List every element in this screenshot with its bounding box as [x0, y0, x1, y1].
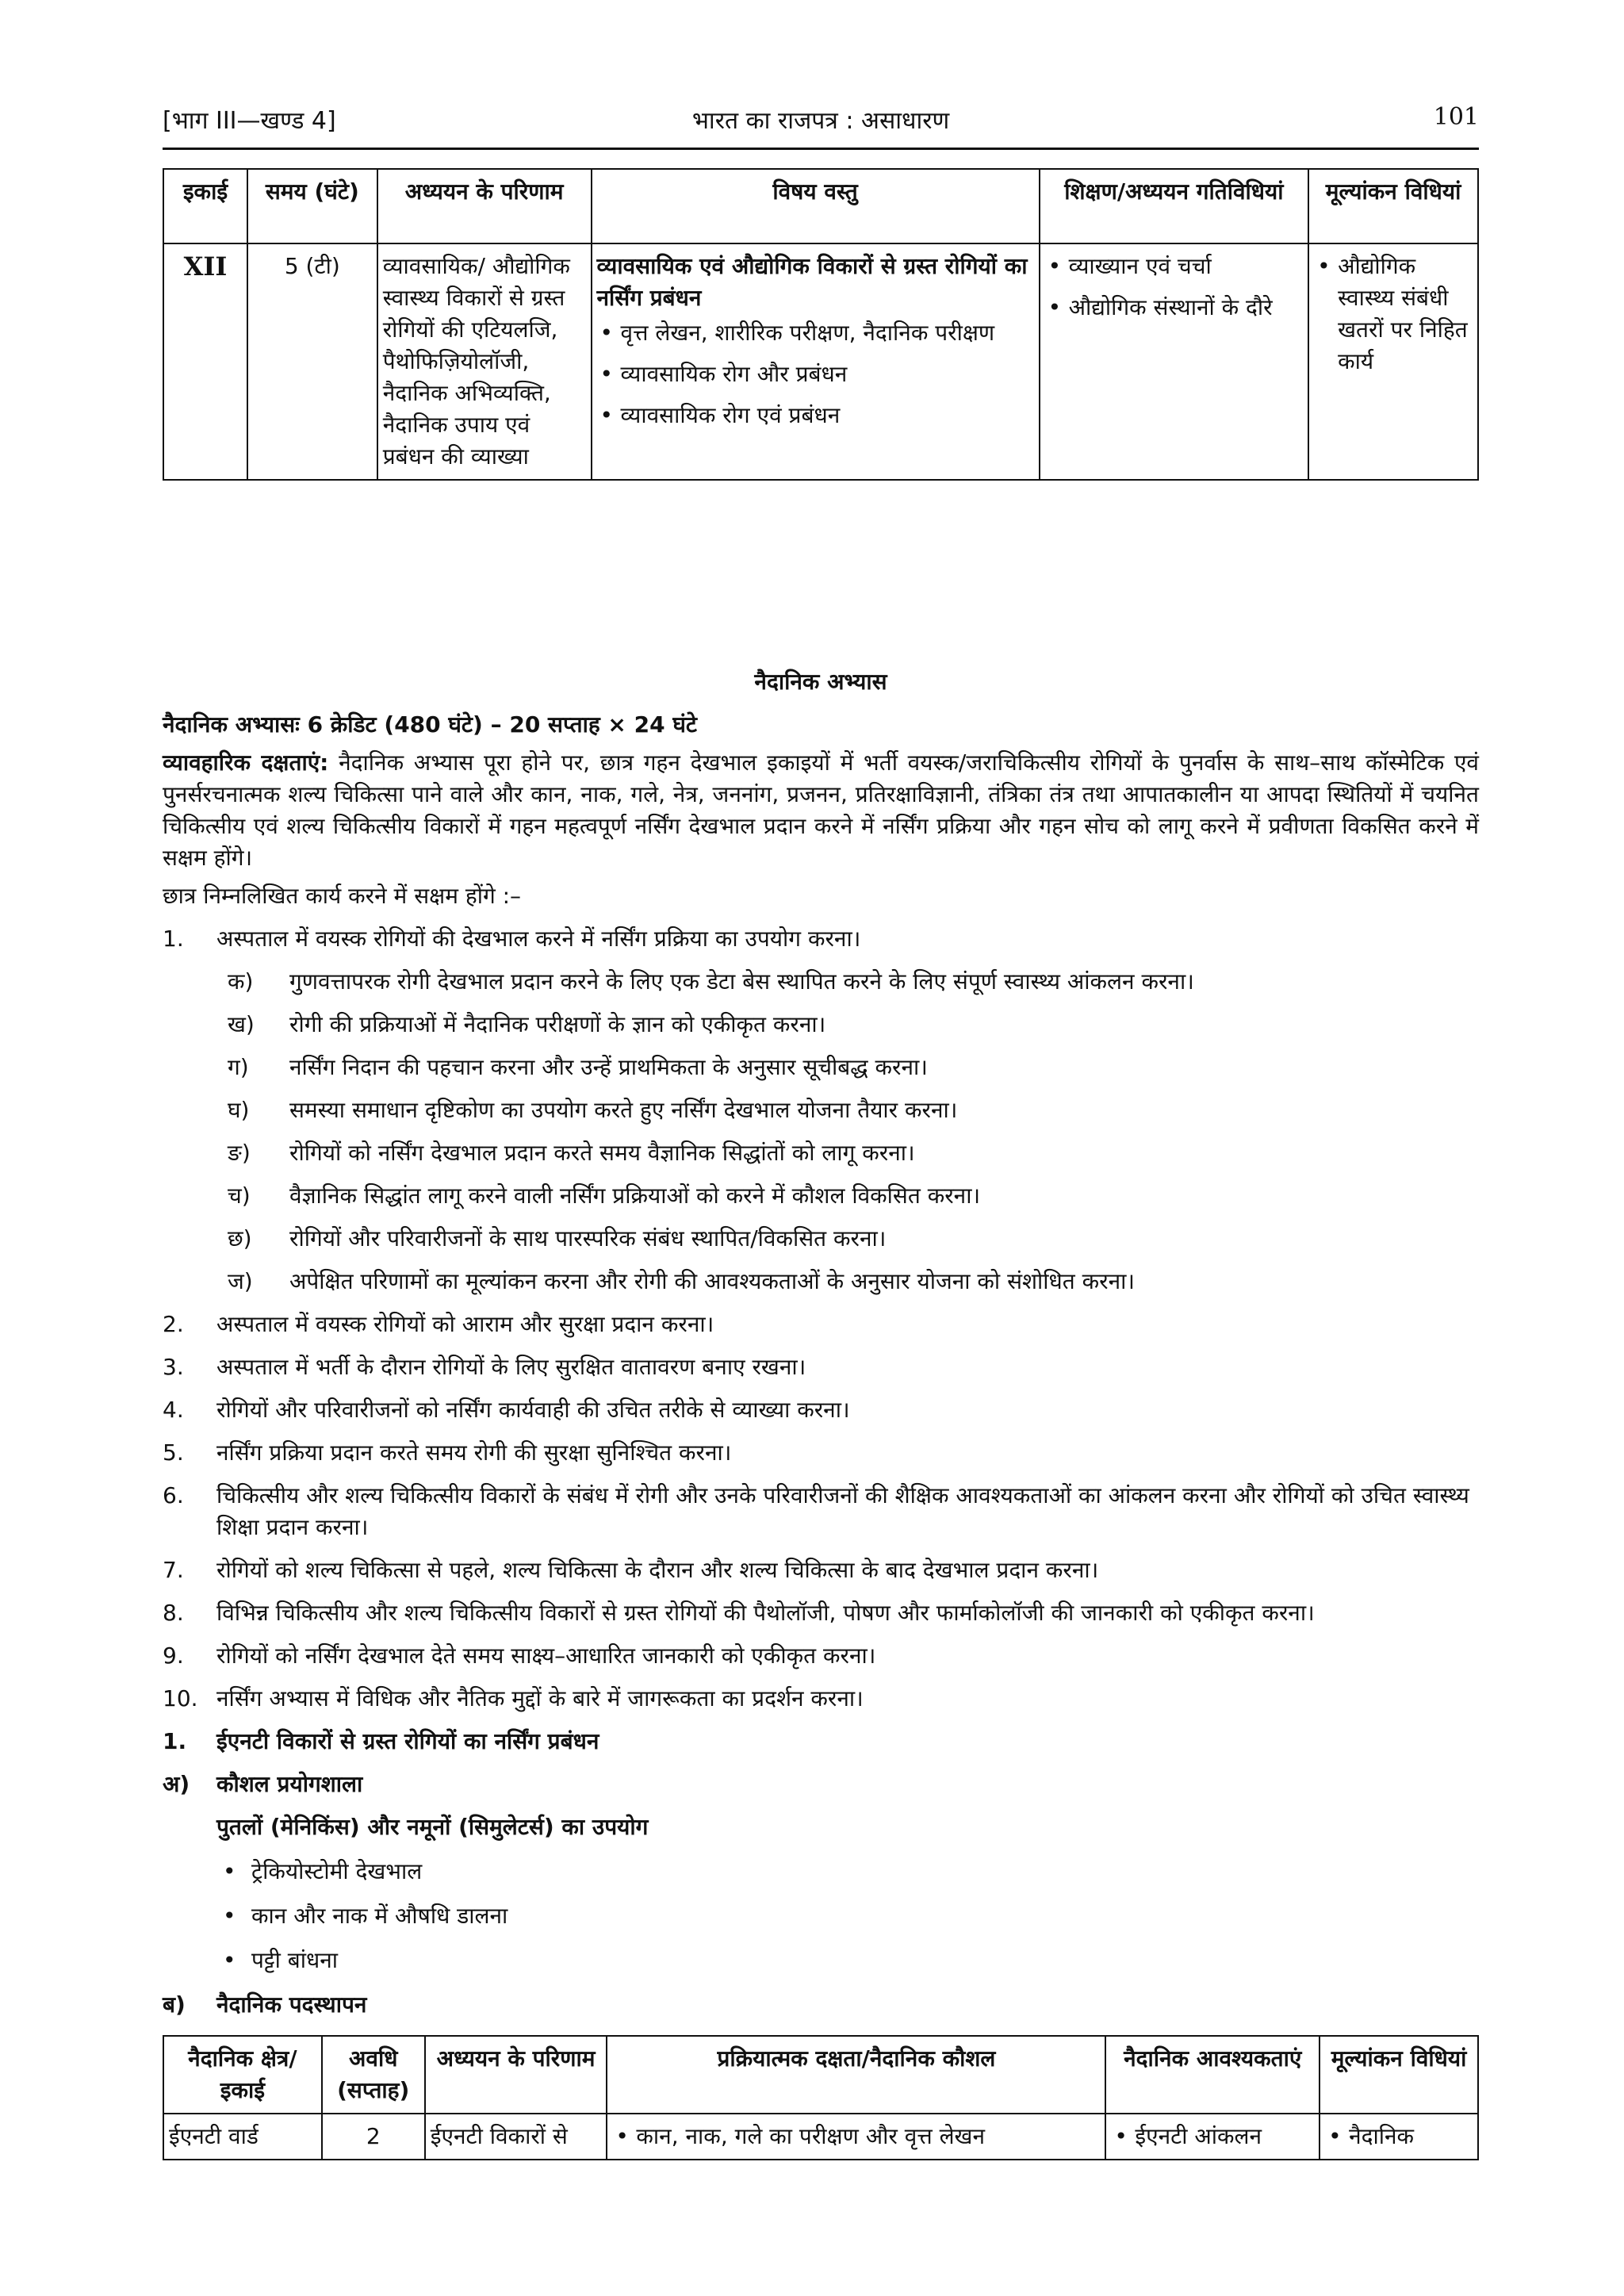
list-item: • कान, नाक, गले का परीक्षण और वृत्त लेखन: [612, 2121, 1100, 2152]
col-activities: शिक्षण/अध्ययन गतिविधियां: [1040, 169, 1309, 243]
col-outcome: अध्ययन के परिणाम: [425, 2036, 607, 2114]
list-item: 7. रोगियों को शल्य चिकित्सा से पहले, शल्य चिकित्सा के दौरान और शल्य चिकित्सा के बाद देखभाल प्रदान करना।: [163, 1557, 1099, 1583]
area-cell: ईएनटी वार्ड: [163, 2114, 322, 2160]
clinical-practice-section: [163, 666, 1479, 2160]
col-outcomes: अध्ययन के परिणाम: [377, 169, 592, 243]
table-row: [163, 243, 1478, 480]
requirement-cell: [1105, 2114, 1320, 2160]
competency-label: व्यावहारिक दक्षताएं:: [163, 749, 329, 776]
list-item: 8. विभिन्न चिकित्सीय और शल्य चिकित्सीय विकारों से ग्रस्त रोगियों की पैथोलॉजी, पोषण और फार्माकोलॉजी की जानकारी को एकीकृत करना।: [163, 1600, 1315, 1626]
skill-cell: [607, 2114, 1105, 2160]
content-list: [597, 317, 1034, 431]
list-item: ज) अपेक्षित परिणामों का मूल्यांकन करना और रोगी की आवश्यकताओं के अनुसार योजना को संशोधित करना।: [228, 1268, 1135, 1294]
weeks-cell: 2: [322, 2114, 425, 2160]
intro-line: छात्र निम्नलिखित कार्य करने में सक्षम होंगे :–: [163, 883, 522, 909]
table-header-row: [163, 169, 1478, 243]
col-unit: इकाई: [163, 169, 247, 243]
competency-text: नैदानिक अभ्यास पूरा होने पर, छात्र गहन देखभाल इकाइयों में भर्ती वयस्क/जराचिकित्सीय रोगियों के पुनर्वास के साथ–साथ कॉस्मेटिक एवं पुनर्सरचनात्मक शल्य चिकित्सा पाने वाले और कान, नाक, गले, नेत्र, जननांग, प्रजनन, प्रतिरक्षाविज्ञानी, तंत्रिका तंत्र तथा आपातकालीन या आपदा स्थितियों में चयनित चिकित्सीय एवं शल्य चिकित्सीय विकारों में गहन महत्वपूर्ण नर्सिंग देखभाल प्रदान करने में नर्सिंग प्रक्रिया और गहन सोच को लागू करने में प्रवीणता विकसित करने में सक्षम होंगे।: [163, 749, 1479, 871]
skills-lab-heading: अ) कौशल प्रयोगशाला: [163, 1771, 363, 1797]
list-item: घ) समस्या समाधान दृष्टिकोण का उपयोग करते हुए नर्सिंग देखभाल योजना तैयार करना।: [228, 1097, 958, 1123]
gazette-page: [163, 95, 1479, 2149]
manikins-heading: पुतलों (मेनिकिंस) और नमूनों (सिमुलेटर्स) का उपयोग: [216, 1814, 649, 1840]
header-rule: [163, 148, 1479, 150]
list-item: • व्यावसायिक रोग और प्रबंधन: [597, 358, 1034, 390]
col-requirement: नैदानिक आवश्यकताएं: [1105, 2036, 1320, 2114]
list-item: च) वैज्ञानिक सिद्धांत लागू करने वाली नर्सिंग प्रक्रियाओं को करने में कौशल विकसित करना।: [228, 1182, 981, 1209]
placement-table: [163, 2035, 1479, 2160]
col-weeks: अवधि (सप्ताह): [322, 2036, 425, 2114]
activities-cell: [1040, 243, 1309, 480]
section-subtitle: नैदानिक अभ्यासः 6 क्रेडिट (480 घंटे) – 20 सप्ताह × 24 घंटे: [163, 711, 698, 738]
list-item: छ) रोगियों और परिवारीजनों के साथ पारस्परिक संबंध स्थापित/विकसित करना।: [228, 1225, 887, 1251]
list-item: • औद्योगिक स्वास्थ्य संबंधी खतरों पर निहित कार्य: [1314, 251, 1473, 378]
ent-heading: 1. ईएनटी विकारों से ग्रस्त रोगियों का नर्सिंग प्रबंधन: [163, 1728, 599, 1754]
content-title: व्यावसायिक एवं औद्योगिक विकारों से ग्रस्त रोगियों का नर्सिंग प्रबंधन: [596, 253, 1028, 311]
outcome-cell: ईएनटी विकारों से: [425, 2114, 607, 2160]
col-skill: प्रक्रियात्मक दक्षता/नैदानिक कौशल: [607, 2036, 1105, 2114]
list-item: • व्यावसायिक रोग एवं प्रबंधन: [597, 400, 1034, 431]
list-item: • कान और नाक में औषधि डालना: [216, 1900, 1479, 1932]
list-item: • औद्योगिक संस्थानों के दौरे: [1045, 292, 1304, 324]
placement-heading: ब) नैदानिक पदस्थापन: [163, 1991, 367, 2018]
list-item: • वृत्त लेखन, शारीरिक परीक्षण, नैदानिक परीक्षण: [597, 317, 1034, 349]
list-item: ग) नर्सिंग निदान की पहचान करना और उन्हें प्राथमिकता के अनुसार सूचीबद्ध करना।: [228, 1054, 928, 1080]
content-cell: [592, 243, 1040, 480]
list-item: • नैदानिक: [1325, 2121, 1473, 2152]
evaluation-list: [1314, 251, 1473, 378]
col-content: विषय वस्तु: [592, 169, 1040, 243]
unit-cell: XII: [163, 243, 247, 480]
activities-list: [1045, 251, 1304, 324]
table-row: [163, 2114, 1478, 2160]
col-evaluation: मूल्यांकन विधियां: [1308, 169, 1478, 243]
list-item: क) गुणवत्तापरक रोगी देखभाल प्रदान करने के लिए एक डेटा बेस स्थापित करने के लिए संपूर्ण स्वास्थ्य आंकलन करना।: [228, 968, 1194, 995]
list-item: ख) रोगी की प्रक्रियाओं में नैदानिक परीक्षणों के ज्ञान को एकीकृत करना।: [228, 1011, 826, 1037]
page-header: [163, 95, 1479, 143]
page-number: 101: [1433, 103, 1479, 131]
list-item: • ट्रेकियोस्टोमी देखभाल: [216, 1856, 1479, 1888]
evaluation-cell: [1320, 2114, 1478, 2160]
time-cell: 5 (टी): [247, 243, 377, 480]
col-time: समय (घंटे): [247, 169, 377, 243]
header-gazette-title: भारत का राजपत्र : असाधारण: [691, 107, 950, 135]
competency-paragraph: [163, 747, 1479, 874]
col-evaluation: मूल्यांकन विधियां: [1320, 2036, 1478, 2114]
curriculum-table: [163, 168, 1479, 481]
header-part-section: [भाग III—खण्ड 4]: [163, 107, 336, 135]
table-header-row: [163, 2036, 1478, 2114]
list-item: 3. अस्पताल में भर्ती के दौरान रोगियों के लिए सुरक्षित वातावरण बनाए रखना।: [163, 1354, 806, 1380]
list-item: 9. रोगियों को नर्सिंग देखभाल देते समय साक्ष्य–आधारित जानकारी को एकीकृत करना।: [163, 1642, 876, 1669]
list-item: 2. अस्पताल में वयस्क रोगियों को आराम और सुरक्षा प्रदान करना।: [163, 1311, 714, 1337]
outcomes-cell: व्यावसायिक/ औद्योगिक स्वास्थ्य विकारों से ग्रस्त रोगियों की एटियलजि, पैथोफिज़ियोलॉजी, नैदानिक अभिव्यक्ति, नैदानिक उपाय एवं प्रबंधन की व्याख्या: [377, 243, 592, 480]
list-item: 10. नर्सिंग अभ्यास में विधिक और नैतिक मुद्दों के बारे में जागरूकता का प्रदर्शन करना।: [163, 1685, 864, 1711]
list-item: 1. अस्पताल में वयस्क रोगियों की देखभाल करने में नर्सिंग प्रक्रिया का उपयोग करना।: [163, 926, 861, 952]
col-area: नैदानिक क्षेत्र/इकाई: [163, 2036, 322, 2114]
list-item: • व्याख्यान एवं चर्चा: [1045, 251, 1304, 282]
list-item: • ईएनटी आंकलन: [1111, 2121, 1314, 2152]
list-item: ङ) रोगियों को नर्सिंग देखभाल प्रदान करते समय वैज्ञानिक सिद्धांतों को लागू करना।: [228, 1140, 915, 1166]
list-item: • पट्टी बांधना: [216, 1945, 1479, 1976]
section-title: नैदानिक अभ्यास: [754, 669, 887, 695]
evaluation-cell: [1308, 243, 1478, 480]
list-item: 5. नर्सिंग प्रक्रिया प्रदान करते समय रोगी की सुरक्षा सुनिश्चित करना।: [163, 1439, 732, 1466]
lab-bullet-list: [216, 1856, 1479, 1976]
list-item: 4. रोगियों और परिवारीजनों को नर्सिंग कार्यवाही की उचित तरीके से व्याख्या करना।: [163, 1397, 850, 1423]
list-item: 6. चिकित्सीय और शल्य चिकित्सीय विकारों के संबंध में रोगी और उनके परिवारीजनों की शैक्षिक आवश्यकताओं का आंकलन करना और रोगियों को उचित स्वास्थ्य शिक्षा प्रदान करना।: [163, 1482, 1469, 1540]
